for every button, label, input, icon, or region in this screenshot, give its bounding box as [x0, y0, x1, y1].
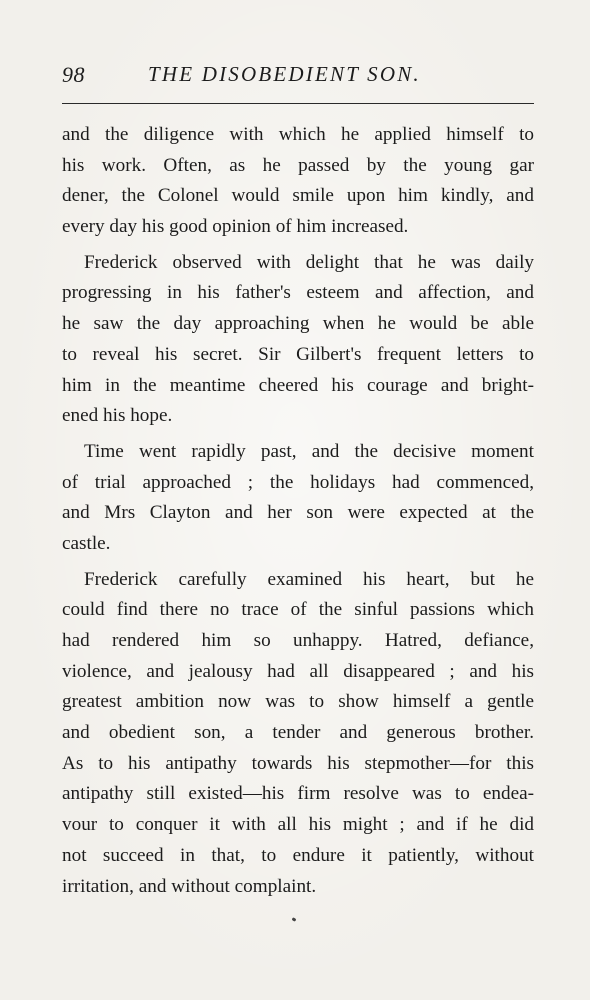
- text-line: vour to conquer it with all his might ; and if he did: [62, 814, 534, 836]
- body-text: [62, 120, 534, 902]
- text-line: not succeed in that, to endure it patiently, without: [62, 844, 534, 866]
- text-line: violence, and jealousy had all disappeared ; and his: [62, 660, 534, 682]
- text-line: and obedient son, a tender and generous brother.: [62, 722, 534, 744]
- paragraph: [62, 120, 534, 243]
- text-line: ened his hope.: [62, 405, 173, 427]
- text-line: dener, the Colonel would smile upon him kindly, and: [62, 185, 534, 207]
- text-line: and Mrs Clayton and her son were expected at the: [62, 502, 534, 524]
- paragraph: [62, 565, 534, 903]
- text-line: had rendered him so unhappy. Hatred, defiance,: [62, 630, 534, 651]
- paragraph: [62, 248, 534, 432]
- text-line: Frederick carefully examined his heart, but he: [84, 568, 534, 590]
- header-rule: [62, 103, 534, 104]
- text-line: Time went rapidly past, and the decisive moment: [84, 440, 534, 462]
- text-line: him in the meantime cheered his courage and bright-: [62, 374, 534, 396]
- running-head: [62, 62, 532, 92]
- paragraph: [62, 437, 534, 560]
- text-line: every day his good opinion of him increased.: [62, 216, 409, 238]
- text-line: progressing in his father's esteem and affection, and: [62, 282, 534, 304]
- text-line: castle.: [62, 532, 111, 554]
- text-line: could find there no trace of the sinful passions which: [62, 599, 534, 621]
- page-number: 98: [62, 62, 85, 87]
- text-line: and the diligence with which he applied himself to: [62, 124, 534, 145]
- text-line: of trial approached ; the holidays had commenced,: [62, 471, 534, 493]
- running-title: THE DISOBEDIENT SON.: [148, 62, 421, 86]
- text-line: greatest ambition now was to show himself a gentle: [62, 691, 534, 713]
- text-line: he saw the day approaching when he would be able: [62, 313, 534, 335]
- text-line: Frederick observed with delight that he was daily: [84, 251, 534, 273]
- text-line: to reveal his secret. Sir Gilbert's frequent letters to: [62, 343, 534, 365]
- ink-speck: [292, 917, 297, 922]
- text-line: his work. Often, as he passed by the young gar: [62, 154, 534, 176]
- text-line: irritation, and without complaint.: [62, 875, 317, 897]
- text-line: antipathy still existed—his firm resolve was to endea-: [62, 783, 534, 805]
- text-line: As to his antipathy towards his stepmother—for this: [62, 752, 534, 774]
